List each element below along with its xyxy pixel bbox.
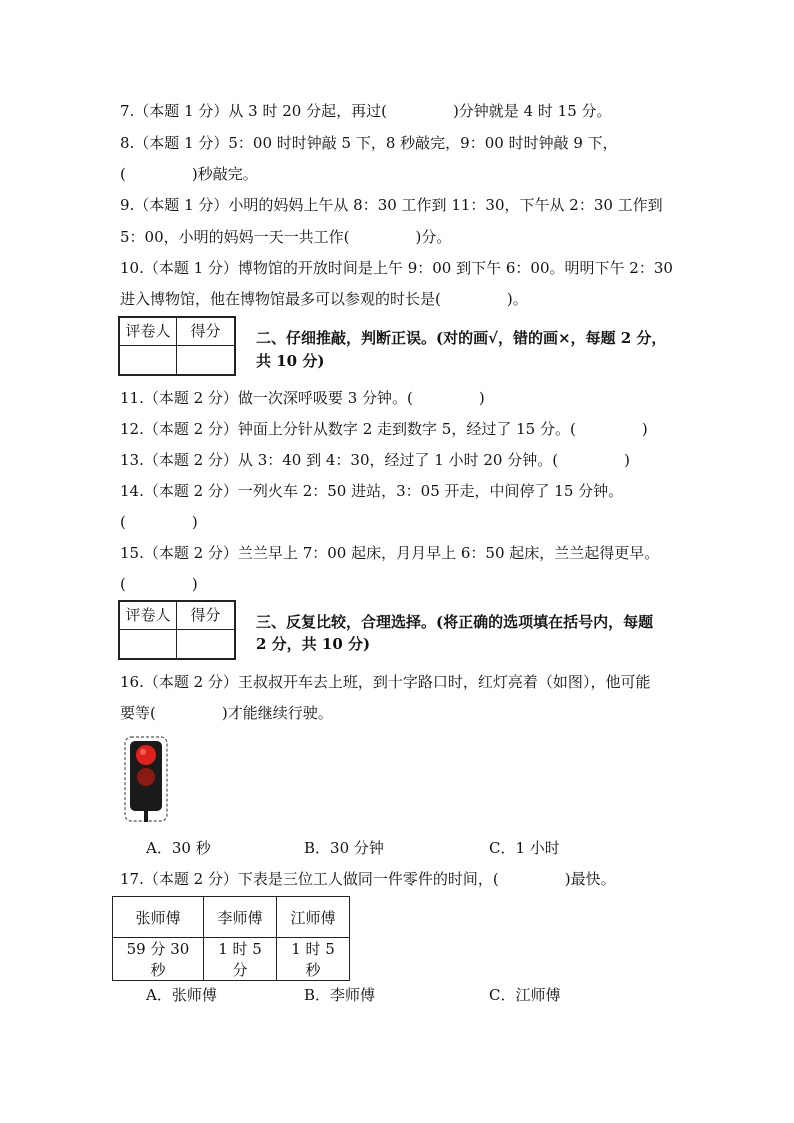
q9-text-after-blank: )分。 xyxy=(415,228,452,246)
score-field[interactable] xyxy=(177,630,234,658)
reviewer-label: 评卷人 xyxy=(120,602,177,630)
option-a[interactable]: A．30 秒 xyxy=(146,839,211,857)
q10-text-before-blank: 进入博物馆，他在博物馆最多可以参观的时长是( xyxy=(120,290,441,308)
section-3-title-line1: 三、反复比较，合理选择。(将正确的选项填在括号内，每题 xyxy=(256,613,654,631)
q17-text-before-blank: 17.（本题 2 分）下表是三位工人做同一件零件的时间，( xyxy=(120,870,499,888)
reviewer-label: 评卷人 xyxy=(120,318,177,346)
question-16-line2 xyxy=(120,703,333,723)
question-9-line2 xyxy=(120,227,451,247)
question-11 xyxy=(120,388,485,408)
table-cell: 1 时 5 秒 xyxy=(277,938,350,981)
section-3-title-line2: 2 分，共 10 分) xyxy=(256,635,371,653)
option-b[interactable]: B．李师傅 xyxy=(304,986,376,1004)
q10-text: 10.（本题 1 分）博物馆的开放时间是上午 9：00 到下午 6：00。明明下午 2：30 xyxy=(120,259,673,277)
q15-paren-open: ( xyxy=(120,575,126,593)
section-2-title-line1: 二、仔细推敲，判断正误。(对的画√，错的画×，每题 2 分， xyxy=(256,329,667,347)
option-a[interactable]: A．张师傅 xyxy=(146,986,217,1004)
worker-time-table xyxy=(112,896,350,981)
q16-text: 16.（本题 2 分）王叔叔开车去上班，到十字路口时，红灯亮着（如图），他可能 xyxy=(120,673,651,691)
table-header-cell: 李师傅 xyxy=(204,897,277,938)
table-header-cell: 张师傅 xyxy=(113,897,204,938)
q9-text-before-blank: 5：00，小明的妈妈一天一共工作( xyxy=(120,228,350,246)
table-header-row xyxy=(113,897,350,938)
question-15-line1 xyxy=(120,543,659,563)
score-label: 得分 xyxy=(177,318,234,346)
q16-text-before-blank: 要等( xyxy=(120,704,156,722)
option-c[interactable]: C．1 小时 xyxy=(489,839,560,857)
q8-paren-open: ( xyxy=(120,165,126,183)
question-13 xyxy=(120,450,630,470)
question-14-line2 xyxy=(120,512,198,532)
q11-paren-close: ) xyxy=(478,389,485,407)
section-2-title-line2: 共 10 分) xyxy=(256,352,325,370)
score-field[interactable] xyxy=(177,346,234,374)
q8-text: 8.（本题 1 分）5：00 时时钟敲 5 下，8 秒敲完，9：00 时时钟敲 9 下， xyxy=(120,134,618,152)
table-header-cell: 江师傅 xyxy=(277,897,350,938)
option-b[interactable]: B．30 分钟 xyxy=(304,839,384,857)
q16-text-after-blank: )才能继续行驶。 xyxy=(221,704,333,722)
q7-text-after-blank: )分钟就是 4 时 15 分。 xyxy=(452,102,612,120)
q10-text-after-blank: )。 xyxy=(506,290,528,308)
option-c[interactable]: C．江师傅 xyxy=(489,986,561,1004)
question-10-line2 xyxy=(120,289,528,309)
reviewer-field[interactable] xyxy=(120,346,177,374)
q13-text: 13.（本题 2 分）从 3：40 到 4：30，经过了 1 小时 20 分钟。( xyxy=(120,451,559,469)
q15-text: 15.（本题 2 分）兰兰早上 7：00 起床，月月早上 6：50 起床，兰兰起得更早。 xyxy=(120,544,660,562)
q14-paren-close: ) xyxy=(191,513,198,531)
question-7 xyxy=(120,101,612,121)
score-label: 得分 xyxy=(177,602,234,630)
q12-paren-close: ) xyxy=(641,420,648,438)
q11-text: 11.（本题 2 分）做一次深呼吸要 3 分钟。( xyxy=(120,389,413,407)
q14-text: 14.（本题 2 分）一列火车 2：50 进站，3：05 开走，中间停了 15 分钟。 xyxy=(120,482,624,500)
q15-paren-close: ) xyxy=(191,575,198,593)
question-15-line2 xyxy=(120,574,198,594)
question-10-line1 xyxy=(120,258,673,278)
q13-paren-close: ) xyxy=(624,451,630,469)
question-14-line1 xyxy=(120,481,623,501)
score-box xyxy=(118,316,236,376)
question-12 xyxy=(120,419,648,439)
reviewer-field[interactable] xyxy=(120,630,177,658)
q7-text-before-blank: 7.（本题 1 分）从 3 时 20 分起，再过( xyxy=(120,102,387,120)
question-8-line1 xyxy=(120,133,618,153)
table-cell: 59 分 30 秒 xyxy=(113,938,204,981)
question-17 xyxy=(120,869,616,889)
q14-paren-open: ( xyxy=(120,513,126,531)
table-row xyxy=(113,938,350,981)
question-8-line2 xyxy=(120,164,258,184)
score-box xyxy=(118,600,236,660)
question-16-line1 xyxy=(120,672,650,692)
table-cell: 1 时 5 分 xyxy=(204,938,277,981)
q17-text-after-blank: )最快。 xyxy=(564,870,616,888)
q9-text: 9.（本题 1 分）小明的妈妈上午从 8：30 工作到 11：30，下午从 2：30 工作到 xyxy=(120,196,663,214)
q8-text-after-blank: )秒敲完。 xyxy=(191,165,258,183)
traffic-light-icon xyxy=(124,736,168,824)
traffic-light-figure xyxy=(124,736,168,824)
question-9-line1 xyxy=(120,195,663,215)
q12-text: 12.（本题 2 分）钟面上分针从数字 2 走到数字 5，经过了 15 分。( xyxy=(120,420,576,438)
